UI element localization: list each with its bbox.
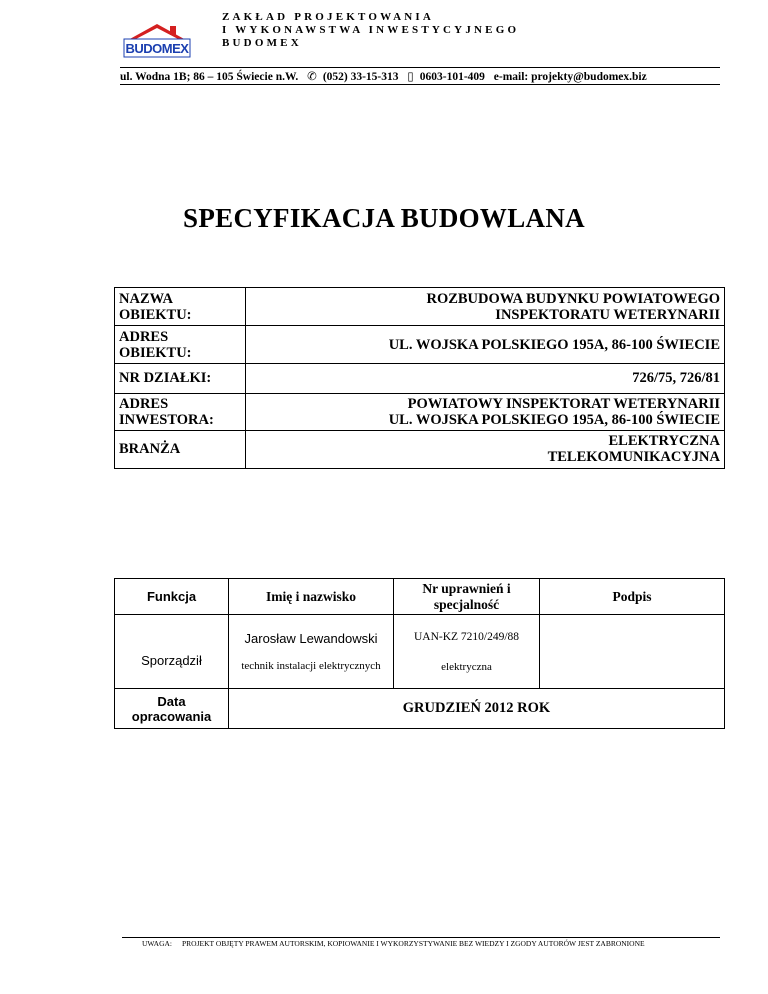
header-divider xyxy=(120,67,720,68)
warning-label: UWAGA: xyxy=(142,939,172,948)
branch-label: BRANŻA xyxy=(115,430,246,468)
object-address-value: UL. WOJSKA POLSKIEGO 195A, 86-100 ŚWIECIE xyxy=(246,326,725,364)
company-logo xyxy=(122,22,192,64)
company-line-3: BUDOMEX xyxy=(222,37,302,49)
object-name-line-2: INSPEKTORATU WETERYNARII xyxy=(495,306,720,323)
col-license-header: Nr uprawnień i specjalność xyxy=(394,579,540,615)
footer-divider xyxy=(122,937,720,938)
date-value: GRUDZIEŃ 2012 ROK xyxy=(229,689,725,729)
object-name-value xyxy=(246,288,725,326)
branch-line-1: ELEKTRYCZNA xyxy=(608,433,720,450)
branch-value xyxy=(246,430,725,468)
document-title: SPECYFIKACJA BUDOWLANA xyxy=(183,203,585,233)
warning-text: PROJEKT OBJĘTY PRAWEM AUTORSKIM, KOPIOWANIE I WYKORZYSTYWANIE BEZ WIEDZY I ZGODY AUTORÓW JEST ZABRONIONE xyxy=(182,939,645,948)
phone-icon: ✆ xyxy=(307,71,317,83)
investor-address-label: ADRES INWESTORA: xyxy=(115,393,246,430)
object-address-label: ADRES OBIEKTU: xyxy=(115,326,246,364)
license-cell xyxy=(394,615,540,689)
project-info-table xyxy=(114,287,725,469)
company-email: e-mail: projekty@budomex.biz xyxy=(493,71,647,83)
specialty: elektryczna xyxy=(441,660,492,673)
investor-line-2: UL. WOJSKA POLSKIEGO 195A, 86-100 ŚWIECIE xyxy=(388,411,720,428)
object-name-line-1: ROZBUDOWA BUDYNKU POWIATOWEGO xyxy=(426,290,720,307)
col-function-header: Funkcja xyxy=(115,579,229,615)
company-line-2: I WYKONAWSTWA INWESTYCYJNEGO xyxy=(222,24,520,36)
person-title: technik instalacji elektrycznych xyxy=(241,660,381,672)
person-cell xyxy=(229,615,394,689)
copyright-notice xyxy=(142,939,645,948)
mobile-phone-icon: ▯ xyxy=(407,71,414,83)
investor-line-1: POWIATOWY INSPEKTORAT WETERYNARII xyxy=(407,395,720,412)
license-number: UAN-KZ 7210/249/88 xyxy=(413,630,520,643)
company-phone: (052) 33-15-313 xyxy=(322,71,399,83)
person-name: Jarosław Lewandowski xyxy=(244,631,378,646)
company-name xyxy=(222,11,519,50)
investor-address-value xyxy=(246,393,725,430)
col-signature-header: Podpis xyxy=(540,579,725,615)
object-name-label: NAZWA OBIEKTU: xyxy=(115,288,246,326)
plot-number-label: NR DZIAŁKI: xyxy=(115,364,246,393)
plot-number-value: 726/75, 726/81 xyxy=(246,364,725,393)
signature-cell xyxy=(540,615,725,689)
role-cell: Sporządził xyxy=(115,615,229,689)
logo-text: BUDOMEX xyxy=(125,41,189,56)
signature-table xyxy=(114,578,725,729)
header-divider xyxy=(120,84,720,85)
date-label: Data opracowania xyxy=(115,689,229,729)
contact-line xyxy=(120,69,720,83)
company-line-1: ZAKŁAD PROJEKTOWANIA xyxy=(222,11,435,23)
company-address: ul. Wodna 1B; 86 – 105 Świecie n.W. xyxy=(120,71,299,83)
company-mobile: 0603-101-409 xyxy=(419,71,485,83)
col-name-header: Imię i nazwisko xyxy=(229,579,394,615)
branch-line-2: TELEKOMUNIKACYJNA xyxy=(547,449,720,466)
